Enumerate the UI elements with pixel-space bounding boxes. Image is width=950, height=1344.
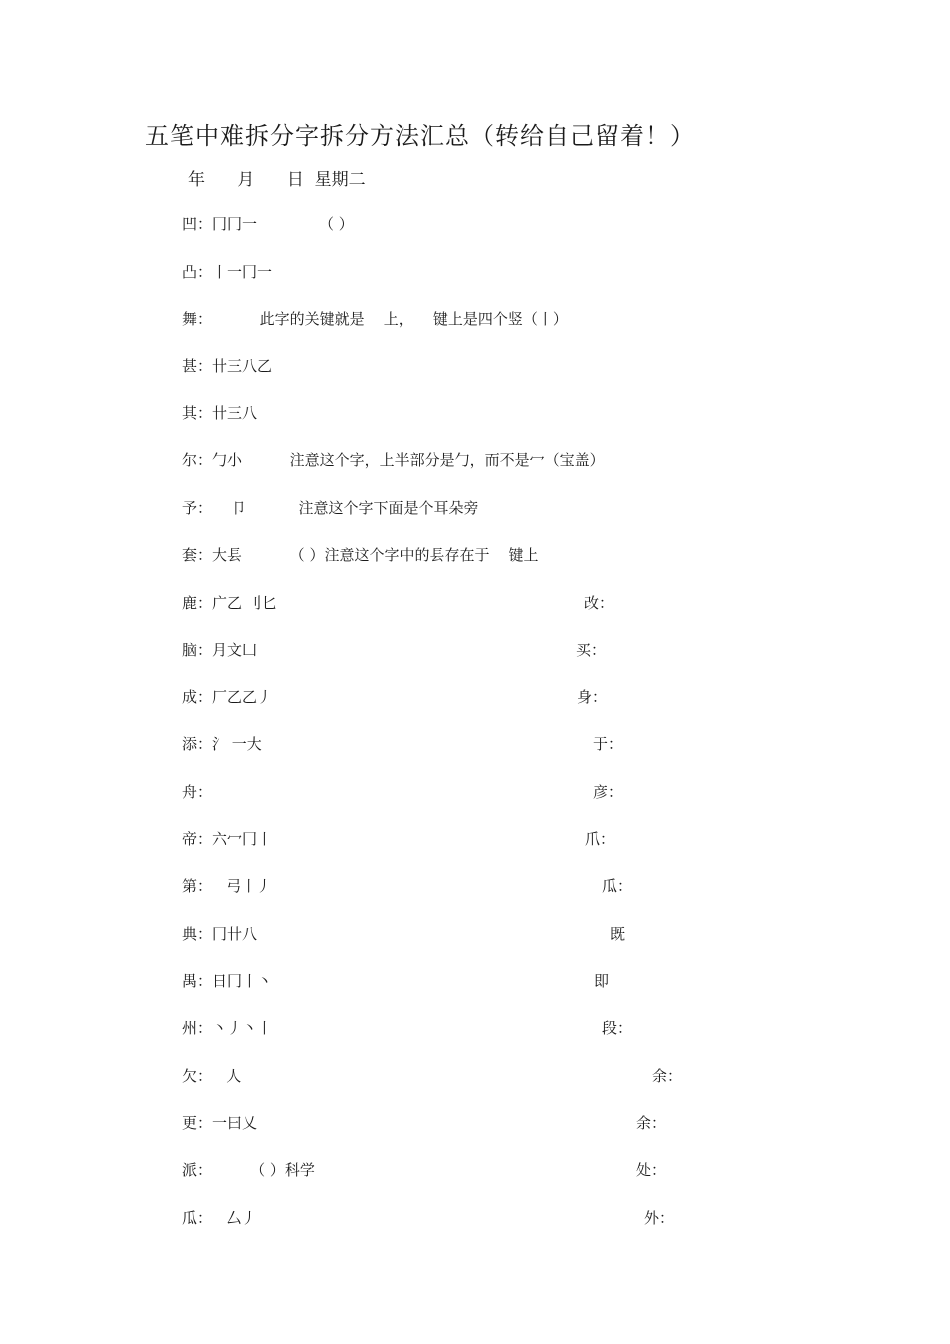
entry-left: 脑：月文凵 xyxy=(182,641,258,659)
entry-right: 爪： xyxy=(585,830,616,848)
entry-left: 欠： 人 xyxy=(182,1067,242,1085)
date-line: 年 月 日 星期二 xyxy=(188,170,366,190)
entry-left: 典：冂卄八 xyxy=(182,925,258,943)
entry-left: 禺：日冂丨丶 xyxy=(182,972,273,990)
entry-right: 余： xyxy=(652,1067,683,1085)
entry-left: 更：一曰乂 xyxy=(182,1114,258,1132)
entry-left: 瓜： 厶丿 xyxy=(182,1209,257,1227)
entry-right: 余： xyxy=(636,1114,667,1132)
entry-right: 瓜： xyxy=(602,877,633,895)
entry-right: 买： xyxy=(576,641,607,659)
entry-right: 即 xyxy=(594,972,610,990)
entry-left: 第： 弓丨丿 xyxy=(182,877,272,895)
entry-right: 改： xyxy=(584,594,615,612)
entry-left: 舟： xyxy=(182,783,213,801)
entry-right: 彦： xyxy=(593,783,624,801)
entry-left: 州：丶丿丶丨 xyxy=(182,1019,273,1037)
entry-right: 外： xyxy=(644,1209,675,1227)
entry-left: 成：厂乙乙丿 xyxy=(182,688,273,706)
entry-left: 予： 卩 注意这个字下面是个耳朵旁 xyxy=(182,499,479,517)
entry-right: 处： xyxy=(636,1161,667,1179)
entry-right: 段： xyxy=(602,1019,633,1037)
entry-right: 既 xyxy=(610,925,626,943)
entry-left: 鹿：广乙 刂匕 xyxy=(182,594,277,612)
page-title: 五笔中难拆分字拆分方法汇总（转给自己留着！） xyxy=(145,122,695,150)
entry-left: 凹：冂冂一 （ ） xyxy=(182,215,354,233)
entry-left: 套：大镸 （ ）注意这个字中的镸存在于 键上 xyxy=(182,546,539,564)
entry-left: 尔：勹小 注意这个字，上半部分是勹，而不是冖（宝盖） xyxy=(182,451,605,469)
entry-left: 凸：丨一冂一 xyxy=(182,263,273,281)
entry-left: 添：氵 一大 xyxy=(182,735,262,753)
entry-left: 甚：卄三八乙 xyxy=(182,357,273,375)
entry-left: 其：卄三八 xyxy=(182,404,258,422)
entry-right: 身： xyxy=(577,688,608,706)
entry-left: 帝：六冖冂丨 xyxy=(182,830,273,848)
entry-left: 舞： 此字的关键就是 上， 键上是四个竖（丨） xyxy=(182,310,568,328)
entry-right: 于： xyxy=(593,735,624,753)
entry-left: 派： （ ）科学 xyxy=(182,1161,315,1179)
